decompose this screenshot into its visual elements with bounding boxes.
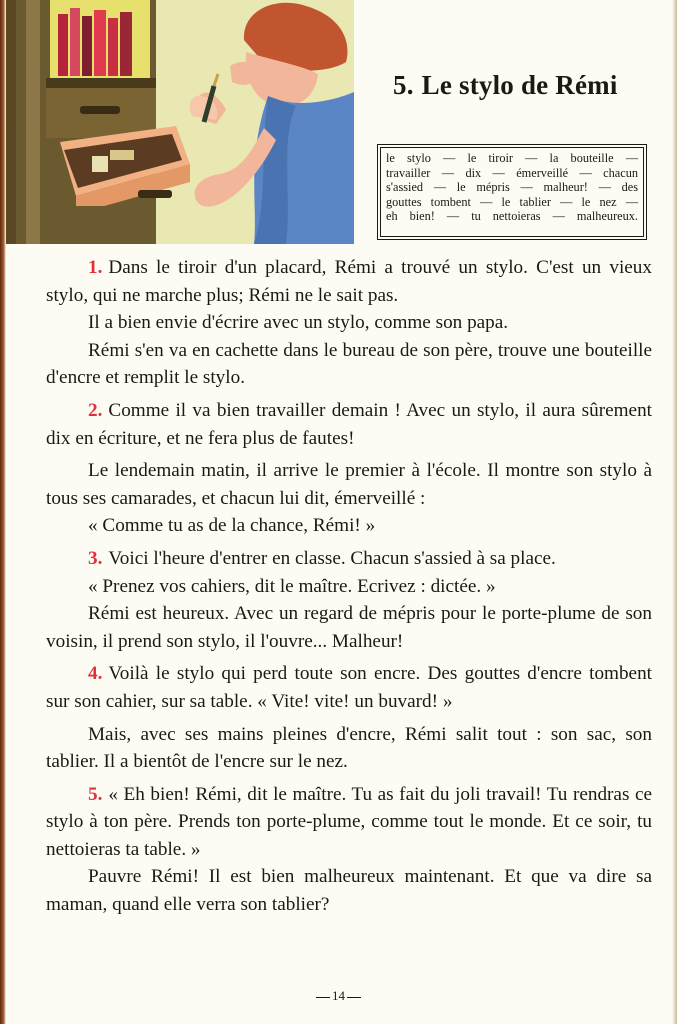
story-paragraph — [46, 573, 652, 601]
paragraph-number: 3. — [88, 547, 103, 569]
paragraph-number: 5. — [88, 783, 103, 805]
paragraph-number: 4. — [88, 663, 103, 685]
vocabulary-box — [380, 147, 644, 237]
boy-with-fountain-pen-icon — [6, 0, 354, 244]
story-text — [46, 254, 652, 919]
story-paragraph — [46, 600, 652, 655]
paragraph-number: 2. — [88, 399, 103, 421]
page-number-text: 14 — [332, 988, 345, 1003]
story-paragraph — [46, 397, 652, 452]
paragraph-text: Pauvre Rémi! Il est bien malheureux maintenant. Et que va dire sa maman, quand elle verra son tablier? — [46, 866, 652, 916]
paragraph-text: Dans le tiroir d'un placard, Rémi a trouvé un stylo. C'est un vieux stylo, qui ne marche plus; Rémi ne le sait pas. — [46, 257, 652, 306]
story-paragraph — [46, 512, 652, 540]
paragraph-text: Comme il va bien travailler demain ! Avec un stylo, il aura sûrement dix en écriture, et ne fera plus de fautes! — [46, 399, 652, 449]
paragraph-text: « Prenez vos cahiers, dit le maître. Ecrivez : dictée. » — [88, 575, 496, 597]
vocabulary-line: travailler — dix — émerveillé — chacun — [386, 165, 638, 180]
story-paragraph — [46, 254, 652, 309]
paragraph-text: Rémi s'en va en cachette dans le bureau de son père, trouve une bouteille d'encre et remplit le stylo. — [46, 339, 652, 389]
paragraph-text: Rémi est heureux. Avec un regard de mépris pour le porte-plume de son voisin, il prend son stylo, il l'ouvre... Malheur! — [46, 603, 652, 652]
story-paragraph — [46, 721, 652, 776]
vocabulary-line: eh bien! — tu nettoieras — malheureux. — [386, 209, 638, 224]
vocabulary-line: le stylo — le tiroir — la bouteille — — [386, 151, 638, 165]
paragraph-text: « Eh bien! Rémi, dit le maître. Tu as fait du joli travail! Tu rendras ce stylo à ton père. Prends ton porte-plume, comme tout le monde. Et ce soir, tu nettoieras ta table. » — [46, 783, 652, 860]
paragraph-text: Mais, avec ses mains pleines d'encre, Rémi salit tout : son sac, son tablier. Il a bientôt de l'encre sur le nez. — [46, 723, 652, 773]
paragraph-number: 1. — [88, 257, 103, 278]
story-paragraph — [46, 660, 652, 715]
paragraph-text: Voici l'heure d'entrer en classe. Chacun s'assied à sa place. — [108, 547, 556, 569]
story-paragraph — [46, 457, 652, 512]
paragraph-text: Il a bien envie d'écrire avec un stylo, comme son papa. — [88, 312, 509, 334]
paragraph-text: Voilà le stylo qui perd toute son encre. Des gouttes d'encre tombent sur son cahier, sur sa table. « Vite! vite! un buvard! » — [46, 663, 652, 712]
paragraph-text: « Comme tu as de la chance, Rémi! » — [88, 515, 376, 537]
paragraph-text: Le lendemain matin, il arrive le premier à l'école. Il montre son stylo à tous ses camarades, et chacun lui dit, émerveillé : — [46, 460, 652, 509]
folio-dash — [347, 997, 361, 998]
folio-dash — [316, 997, 330, 998]
lesson-illustration — [6, 0, 354, 244]
lesson-title — [393, 70, 618, 101]
story-paragraph — [46, 781, 652, 864]
story-paragraph — [46, 309, 652, 337]
page-number — [0, 988, 677, 1004]
story-paragraph — [46, 337, 652, 392]
lesson-number: 5. — [393, 70, 414, 100]
story-paragraph — [46, 863, 652, 918]
vocabulary-line: s'assied — le mépris — malheur! — des — [386, 180, 638, 195]
page-edge-right — [672, 0, 677, 1024]
vocabulary-line: gouttes tombent — le tablier — le nez — — [386, 194, 638, 209]
lesson-title-text: Le stylo de Rémi — [421, 70, 618, 100]
story-paragraph — [46, 545, 652, 573]
